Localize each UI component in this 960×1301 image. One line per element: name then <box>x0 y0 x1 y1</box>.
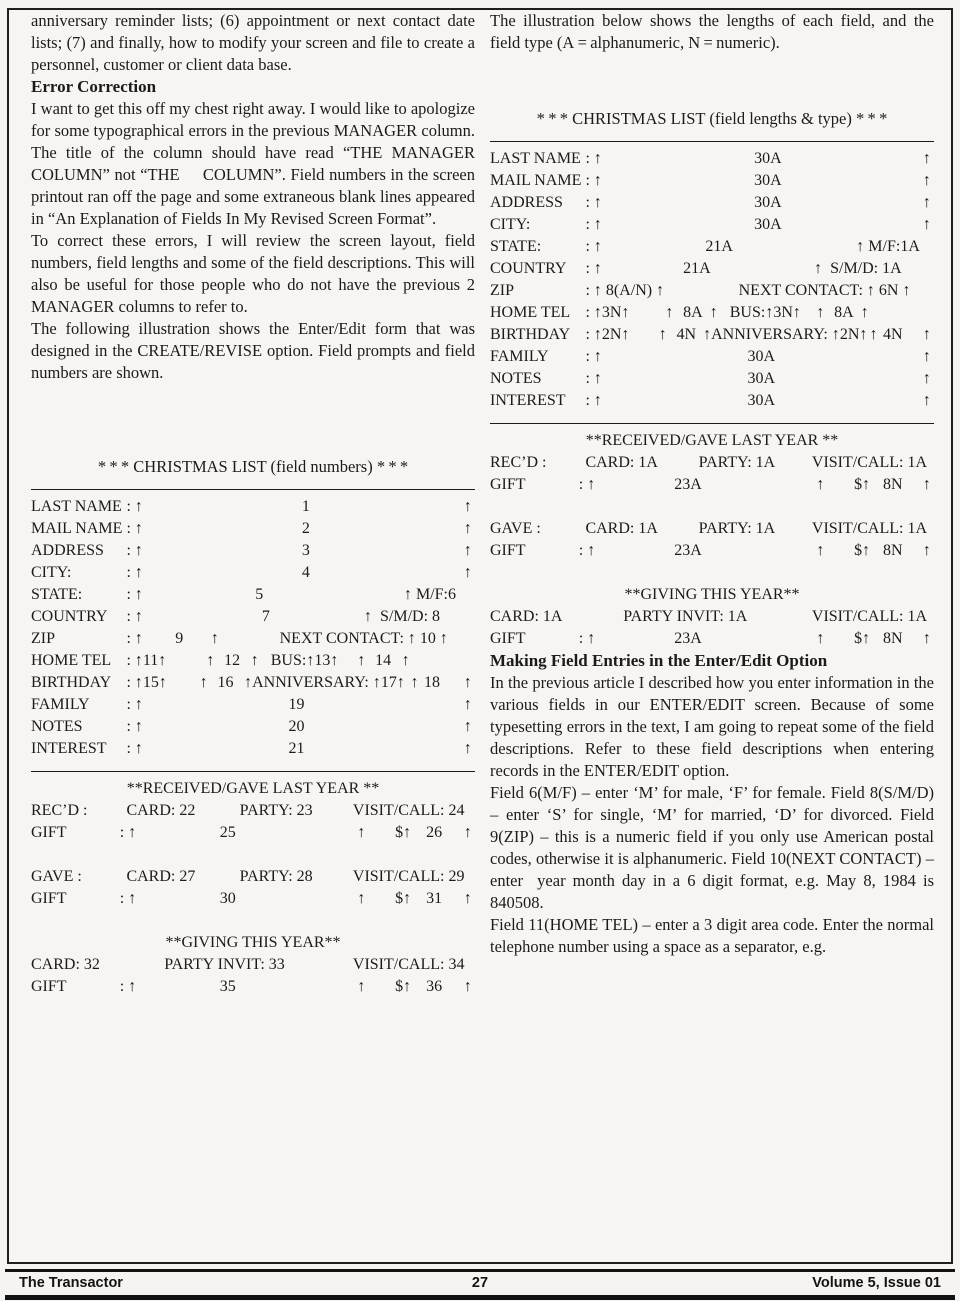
figure-row <box>490 474 934 496</box>
figure-row <box>490 148 934 170</box>
figure-cell: 30A <box>747 348 776 365</box>
figure-cell: : ↑3N↑ <box>585 304 630 321</box>
figure-cell: BUS:↑13↑ <box>270 652 339 669</box>
figure-row <box>31 584 475 606</box>
figure-cell: $↑ <box>854 542 871 559</box>
figure-spacer <box>31 910 475 932</box>
figure-cell: 7 <box>261 608 270 625</box>
figure-row <box>31 976 475 998</box>
figure-row <box>490 368 934 390</box>
figure-cell: : ↑ <box>126 542 143 559</box>
figure-row <box>31 716 475 738</box>
figure-cell: ↑ <box>816 476 825 493</box>
figure-cell: VISIT/CALL: 29 <box>352 868 465 885</box>
page-border-frame <box>7 8 953 1264</box>
figure-cell: 8N <box>882 630 903 647</box>
figure-cell: GIFT <box>31 890 67 907</box>
figure-row <box>490 606 934 628</box>
right-column <box>490 10 934 958</box>
paragraph: The illustration below shows the lengths of each field, and the field type (A = alphanumeric, N = numeric). <box>490 11 934 52</box>
figure-cell: ↑ <box>922 476 931 493</box>
figure-cell: : ↑ <box>126 630 143 647</box>
figure-cell: REC’D : <box>490 454 547 471</box>
figure-spacer <box>490 562 934 584</box>
figure-cell: ↑ <box>922 194 931 211</box>
figure-row <box>31 888 475 910</box>
figure-cell: FAMILY <box>490 348 549 365</box>
figure-row <box>31 694 475 716</box>
figure-cell: : ↑2N↑ <box>585 326 630 343</box>
figure-section-header: **RECEIVED/GAVE LAST YEAR ** <box>585 432 839 449</box>
figure-cell: ↑ <box>401 652 410 669</box>
figure-cell: PARTY: 1A <box>698 520 776 537</box>
figure-rule <box>490 423 934 424</box>
figure-cell: : ↑ <box>585 150 602 167</box>
figure-cell: 30A <box>754 194 782 211</box>
figure-cell: 2 <box>301 520 310 537</box>
figure-cell: 21A <box>683 260 711 277</box>
figure-cell: COUNTRY <box>31 608 108 625</box>
figure-cell: ↑ <box>357 824 366 841</box>
figure-cell: ↑ <box>922 542 931 559</box>
figure-row <box>490 236 934 258</box>
figure-row <box>490 302 934 324</box>
figure-cell: ↑ <box>250 652 259 669</box>
figure-cell: ↑ <box>357 890 366 907</box>
paragraph: Field 11(HOME TEL) – enter a 3 digit area code. Enter the normal telephone number using a space as a separator, e.g. <box>490 915 934 956</box>
figure-cell: : ↑ <box>119 824 137 841</box>
figure-cell: ↑ <box>463 498 472 515</box>
figure-row <box>490 390 934 412</box>
figure-row <box>31 866 475 888</box>
figure-cell: PARTY: 28 <box>239 868 313 885</box>
figure-cell: VISIT/CALL: 1A <box>811 520 927 537</box>
figure-rule <box>490 141 934 142</box>
figure-row <box>490 628 934 650</box>
figure-cell: 12 <box>224 652 241 669</box>
paragraph-continuation: anniversary reminder lists; (6) appointment or next contact date lists; (7) and finally, how to modify your screen and file to create a personnel, customer or client data base. <box>31 11 475 74</box>
figure-row <box>490 214 934 236</box>
figure-cell: ↑ <box>922 172 931 189</box>
figure-cell: GIFT <box>31 824 67 841</box>
footer-page-number: 27 <box>471 1275 489 1291</box>
figure-cell: 23A <box>674 476 702 493</box>
figure-cell: : ↑ <box>126 740 143 757</box>
figure-cell: BUS:↑3N↑ <box>729 304 801 321</box>
paragraph: The following illustration shows the Enter/Edit form that was designed in the CREATE/REVISE option. Field prompts and field numbers are shown. <box>31 319 475 382</box>
figure-cell: : ↑ <box>585 392 602 409</box>
figure-cell: ↑ANNIVERSARY: ↑17↑ <box>244 674 405 691</box>
figure-cell: LAST NAME <box>490 150 581 167</box>
figure-row <box>31 954 475 976</box>
figure-cell: : ↑ <box>126 718 143 735</box>
figure-row <box>31 628 475 650</box>
figure-cell: 23A <box>674 542 702 559</box>
figure-cell: PARTY INVIT: 33 <box>164 956 285 973</box>
figure-cell: CARD: 1A <box>490 608 563 625</box>
figure-row <box>490 280 934 302</box>
figure-rule <box>31 489 475 490</box>
figure-cell: ↑ <box>816 630 825 647</box>
figure-row <box>490 192 934 214</box>
figure-cell: INTEREST <box>31 740 107 757</box>
figure-cell: : ↑ <box>585 216 602 233</box>
figure-cell: 30A <box>754 172 782 189</box>
figure-cell: ↑ <box>922 392 931 409</box>
figure-cell: ↑ <box>922 630 931 647</box>
figure-cell: ↑ <box>816 304 825 321</box>
figure-cell: : ↑ <box>585 348 602 365</box>
figure-cell: 20 <box>288 718 305 735</box>
figure-row <box>490 258 934 280</box>
figure-cell: ↑ <box>463 890 472 907</box>
figure-cell: : ↑ <box>126 498 143 515</box>
figure-row <box>31 650 475 672</box>
figure-cell: ↑ <box>463 564 472 581</box>
figure-cell: : ↑ <box>578 630 596 647</box>
heading-making-field-entries: Making Field Entries in the Enter/Edit Option <box>490 651 828 670</box>
figure-cell: LAST NAME <box>31 498 122 515</box>
figure-cell: MAIL NAME <box>490 172 582 189</box>
figure-row <box>31 606 475 628</box>
figure-row <box>490 346 934 368</box>
figure-cell: BIRTHDAY <box>490 326 571 343</box>
figure-cell: : ↑15↑ <box>126 674 167 691</box>
figure-cell: ↑ <box>463 824 472 841</box>
figure-cell: : ↑ <box>126 696 143 713</box>
figure-cell: PARTY: 1A <box>698 454 776 471</box>
page-footer <box>5 1269 955 1300</box>
paragraph: I want to get this off my chest right away. I would like to apologize for some typographical errors in the previous MANAGER column. The title of the column should have read “THE MANAGER COLUMN” not “THE COLUMN”. Field numbers in the screen printout ran off the page and some extraneous blank lines appeared in “An Explanation of Fields In My Revised Screen Format”. <box>31 99 475 228</box>
figure-cell: ↑ <box>463 740 472 757</box>
figure-row <box>31 672 475 694</box>
figure-row <box>490 324 934 346</box>
figure-cell: 14 <box>375 652 392 669</box>
figure-cell: NOTES <box>490 370 542 387</box>
figure-cell: CARD: 32 <box>31 956 100 973</box>
figure-cell: ↑ M/F:6 <box>403 586 456 603</box>
figure-cell: : ↑ <box>585 370 602 387</box>
figure-cell: VISIT/CALL: 34 <box>352 956 465 973</box>
figure-cell: ↑ S/M/D: 1A <box>814 260 902 277</box>
figure-cell: NEXT CONTACT: ↑ 10 ↑ <box>279 630 448 647</box>
figure-spacer <box>490 496 934 518</box>
figure-cell: : ↑ <box>585 260 602 277</box>
figure-cell: GAVE : <box>31 868 82 885</box>
figure-cell: : ↑11↑ <box>126 652 167 669</box>
figure-cell: ZIP <box>31 630 55 647</box>
figure-cell: CARD: 27 <box>126 868 196 885</box>
figure-cell: CARD: 1A <box>585 520 658 537</box>
figure-cell: 21 <box>288 740 305 757</box>
figure-cell: $↑ <box>395 824 412 841</box>
footer-issue: Volume 5, Issue 01 <box>812 1275 941 1291</box>
left-column <box>31 10 475 998</box>
figure-cell: ADDRESS <box>31 542 104 559</box>
figure-cell: 36 <box>426 978 443 995</box>
figure-cell: : ↑ 8(A/N) ↑ <box>585 282 665 299</box>
figure-cell: ↑ S/M/D: 8 <box>364 608 441 625</box>
figure-cell: ↑ <box>210 630 219 647</box>
figure-cell: STATE: <box>31 586 83 603</box>
figure-title-field-lengths: * * * CHRISTMAS LIST (field lengths & type) * * * <box>536 109 888 128</box>
figure-cell: : ↑ <box>585 172 602 189</box>
figure-section-header: **RECEIVED/GAVE LAST YEAR ** <box>126 780 380 797</box>
figure-cell: CARD: 22 <box>126 802 196 819</box>
figure-cell: BIRTHDAY <box>31 674 112 691</box>
figure-cell: ZIP <box>490 282 514 299</box>
figure-cell: : ↑ <box>578 542 596 559</box>
figure-row <box>31 540 475 562</box>
figure-cell: 4N <box>882 326 903 343</box>
figure-cell: 4 <box>301 564 310 581</box>
figure-cell: NEXT CONTACT: ↑ 6N ↑ <box>738 282 911 299</box>
figure-cell: 26 <box>426 824 443 841</box>
figure-field-numbers <box>31 489 475 998</box>
figure-cell: STATE: <box>490 238 542 255</box>
figure-cell: : ↑ <box>119 978 137 995</box>
figure-cell: ↑ <box>922 326 931 343</box>
figure-cell: INTEREST <box>490 392 566 409</box>
figure-cell: 30A <box>754 150 782 167</box>
figure-cell: NOTES <box>31 718 83 735</box>
figure-cell: : ↑ <box>578 476 596 493</box>
figure-cell: 8N <box>882 476 903 493</box>
figure-cell: GAVE : <box>490 520 541 537</box>
figure-cell: ↑ <box>199 674 208 691</box>
figure-cell: GIFT <box>490 630 526 647</box>
figure-cell: PARTY INVIT: 1A <box>623 608 748 625</box>
figure-cell: ↑ <box>463 542 472 559</box>
figure-cell: ↑ <box>463 520 472 537</box>
figure-cell: : ↑ <box>119 890 137 907</box>
figure-cell: 30A <box>754 216 782 233</box>
figure-row <box>31 800 475 822</box>
figure-cell: 30A <box>747 392 776 409</box>
figure-cell: ↑ <box>658 326 667 343</box>
figure-cell: 3 <box>301 542 310 559</box>
figure-cell: : ↑ <box>126 520 143 537</box>
figure-rule <box>31 771 475 772</box>
figure-cell: 1 <box>301 498 310 515</box>
figure-row <box>490 170 934 192</box>
figure-cell: $↑ <box>854 630 871 647</box>
figure-cell: ↑ANNIVERSARY: ↑2N↑ <box>703 326 868 343</box>
figure-cell: ↑ <box>206 652 215 669</box>
figure-spacer <box>31 844 475 866</box>
figure-cell: ↑ <box>709 304 718 321</box>
figure-cell: : ↑ <box>126 564 143 581</box>
paragraph: In the previous article I described how you enter information in the various fields in our ENTER/EDIT screen. Because of some typesetting errors in the text, I am going to repeat some of the field descriptions. Refer to these field descriptions when entering records in the ENTER/EDIT option. <box>490 673 934 780</box>
figure-row <box>31 738 475 760</box>
figure-cell: ADDRESS <box>490 194 563 211</box>
figure-row <box>31 518 475 540</box>
figure-cell: CITY: <box>490 216 531 233</box>
figure-row <box>490 540 934 562</box>
figure-cell: 21A <box>705 238 733 255</box>
figure-cell: 30 <box>219 890 236 907</box>
figure-row <box>490 452 934 474</box>
figure-cell: GIFT <box>490 476 526 493</box>
paragraph: Field 6(M/F) – enter ‘M’ for male, ‘F’ for female. Field 8(S/M/D) – enter ‘S’ for single, ‘M’ for married, ‘D’ for divorced. Field 9(ZIP) – this is a numeric field if you only use American postal codes, otherwise it is alphanumeric. Field 10(NEXT CONTACT) – enter year month day in a 6 digit format, e.g. May 8, 1984 is 840508. <box>490 783 934 912</box>
figure-cell: 16 <box>217 674 234 691</box>
figure-cell: 8A <box>683 304 703 321</box>
figure-cell: $↑ <box>395 978 412 995</box>
figure-cell: 35 <box>219 978 236 995</box>
heading-error-correction: Error Correction <box>31 77 157 96</box>
figure-cell: : ↑ <box>126 608 143 625</box>
figure-cell: CARD: 1A <box>585 454 658 471</box>
figure-cell: 5 <box>255 586 264 603</box>
figure-cell: 30A <box>747 370 776 387</box>
figure-section-header: **GIVING THIS YEAR** <box>165 934 341 951</box>
figure-cell: FAMILY <box>31 696 90 713</box>
figure-cell: 25 <box>219 824 236 841</box>
figure-cell: $↑ <box>854 476 871 493</box>
figure-cell: 31 <box>426 890 443 907</box>
figure-cell: ↑ <box>357 978 366 995</box>
figure-cell: VISIT/CALL: 1A <box>811 454 927 471</box>
figure-cell: GIFT <box>31 978 67 995</box>
figure-cell: VISIT/CALL: 1A <box>811 608 927 625</box>
figure-cell: HOME TEL <box>31 652 112 669</box>
paragraph: To correct these errors, I will review the screen layout, field numbers, field lengths and some of the field descriptions. This will also be useful for those people who do not have the previous 2 MANAGER columns to refer to. <box>31 231 475 316</box>
figure-row <box>31 562 475 584</box>
figure-cell: 8A <box>834 304 854 321</box>
figure-cell: REC’D : <box>31 802 88 819</box>
figure-cell: ↑ <box>860 304 869 321</box>
figure-cell: ↑ M/F:1A <box>856 238 920 255</box>
figure-cell: ↑ <box>922 348 931 365</box>
figure-cell: ↑ <box>357 652 366 669</box>
figure-cell: COUNTRY <box>490 260 567 277</box>
figure-cell: ↑ <box>922 370 931 387</box>
figure-row <box>31 822 475 844</box>
figure-cell: ↑ <box>463 718 472 735</box>
figure-cell: : ↑ <box>126 586 143 603</box>
figure-cell: 8N <box>882 542 903 559</box>
figure-cell: ↑ <box>665 304 674 321</box>
figure-field-lengths <box>490 141 934 650</box>
footer-journal-name: The Transactor <box>19 1275 123 1291</box>
figure-cell: 4N <box>676 326 697 343</box>
figure-title-field-numbers: * * * CHRISTMAS LIST (field numbers) * * * <box>97 457 409 476</box>
figure-row <box>31 496 475 518</box>
figure-cell: : ↑ <box>585 194 602 211</box>
figure-cell: 19 <box>288 696 305 713</box>
figure-cell: ↑ <box>922 216 931 233</box>
figure-cell: ↑ <box>922 150 931 167</box>
figure-cell: 23A <box>674 630 702 647</box>
figure-cell: ↑ <box>410 674 419 691</box>
figure-cell: ↑ <box>869 326 878 343</box>
figure-cell: ↑ <box>463 978 472 995</box>
figure-cell: CITY: <box>31 564 72 581</box>
figure-section-header: **GIVING THIS YEAR** <box>624 586 800 603</box>
figure-cell: 18 <box>423 674 440 691</box>
figure-cell: ↑ <box>463 696 472 713</box>
figure-cell: GIFT <box>490 542 526 559</box>
figure-cell: $↑ <box>395 890 412 907</box>
figure-row <box>490 518 934 540</box>
figure-cell: HOME TEL <box>490 304 571 321</box>
figure-cell: VISIT/CALL: 24 <box>352 802 465 819</box>
figure-cell: PARTY: 23 <box>239 802 313 819</box>
figure-cell: ↑ <box>463 674 472 691</box>
figure-cell: ↑ <box>816 542 825 559</box>
figure-cell: 9 <box>175 630 184 647</box>
figure-cell: : ↑ <box>585 238 602 255</box>
figure-cell: MAIL NAME <box>31 520 123 537</box>
